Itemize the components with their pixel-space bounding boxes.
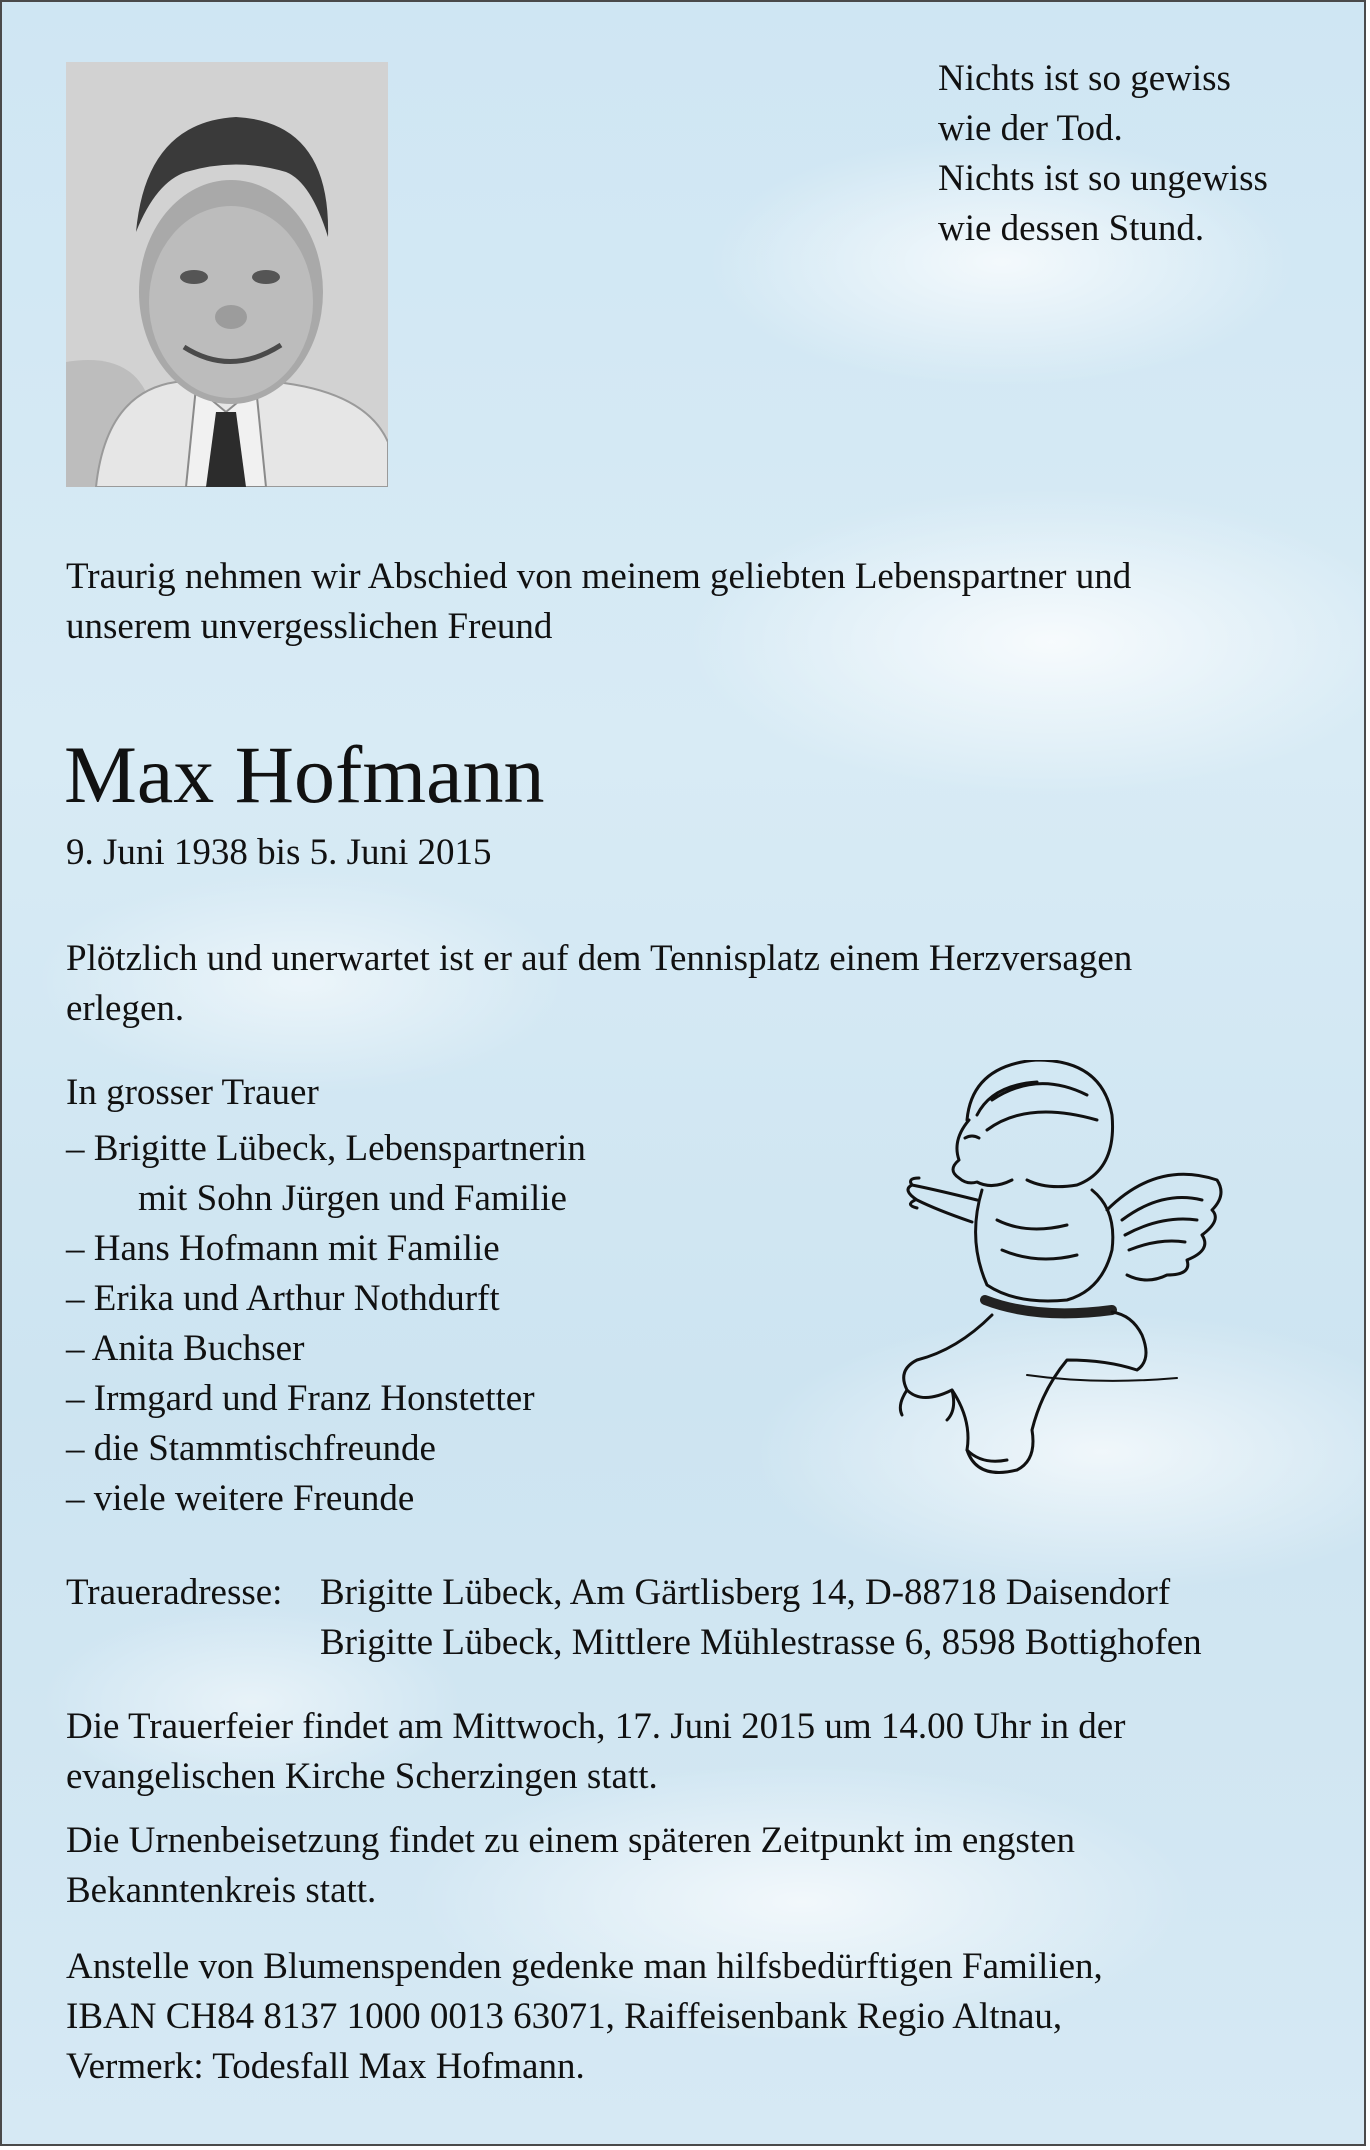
ceremony-info [66,1702,1306,1802]
mourner-item: – die Stammtischfreunde [66,1428,436,1469]
address-label: Traueradresse: [66,1572,283,1613]
ceremony-line: Die Trauerfeier findet am Mittwoch, 17. Juni 2015 um 14.00 Uhr in der [66,1706,1126,1747]
mourner-item: – Brigitte Lübeck, Lebenspartnerin [66,1128,586,1169]
address-row [66,1568,1202,1618]
angel-drawing-svg [897,1060,1237,1505]
intro-line: unserem unvergesslichen Freund [66,606,553,647]
mourner-item: – Hans Hofmann mit Familie [66,1228,500,1269]
cause-line: erlegen. [66,988,185,1029]
poem-line: Nichts ist so gewiss [938,58,1231,99]
donation-line: Vermerk: Todesfall Max Hofmann. [66,2046,585,2087]
portrait-photo-drawing [66,62,388,487]
intro-text [66,552,1306,652]
mourner-item: – Anita Buchser [66,1328,305,1369]
mourner-item: – Irmgard und Franz Honstetter [66,1378,535,1419]
cause-line: Plötzlich und unerwartet ist er auf dem Tennisplatz einem Herzversagen [66,938,1133,979]
mourner-item: – Erika und Arthur Nothdurft [66,1278,500,1319]
address-line: Brigitte Lübeck, Mittlere Mühlestrasse 6, 8598 Bottighofen [320,1622,1202,1663]
mourner-item: – viele weitere Freunde [66,1478,415,1519]
mourner-item: mit Sohn Jürgen und Familie [138,1178,567,1219]
address-row [66,1618,1202,1668]
urn-info [66,1816,1306,1916]
life-dates: 9. Juni 1938 bis 5. Juni 2015 [66,832,492,873]
angel-drawing [897,1060,1237,1505]
donation-line: Anstelle von Blumenspenden gedenke man hilfsbedürftigen Familien, [66,1946,1103,1987]
poem-line: wie der Tod. [938,108,1123,149]
urn-line: Die Urnenbeisetzung findet zu einem späteren Zeitpunkt im engsten [66,1820,1075,1861]
mourners-heading: In grosser Trauer [66,1072,319,1113]
donation-info [66,1942,1326,2092]
mourning-address [66,1568,1202,1668]
deceased-name: Max Hofmann [64,729,545,820]
poem-line: wie dessen Stund. [938,208,1205,249]
address-label-spacer [66,1618,320,1668]
intro-line: Traurig nehmen wir Abschied von meinem geliebten Lebenspartner und [66,556,1132,597]
urn-line: Bekanntenkreis statt. [66,1870,377,1911]
ceremony-line: evangelischen Kirche Scherzingen statt. [66,1756,658,1797]
mourners-list [66,1068,586,1524]
portrait-photo [66,62,388,487]
donation-line: IBAN CH84 8137 1000 0013 63071, Raiffeisenbank Regio Altnau, [66,1996,1063,2037]
address-line: Brigitte Lübeck, Am Gärtlisberg 14, D-88718 Daisendorf [320,1572,1171,1613]
poem [938,54,1338,254]
cause-of-death [66,934,1306,1034]
poem-line: Nichts ist so ungewiss [938,158,1268,199]
